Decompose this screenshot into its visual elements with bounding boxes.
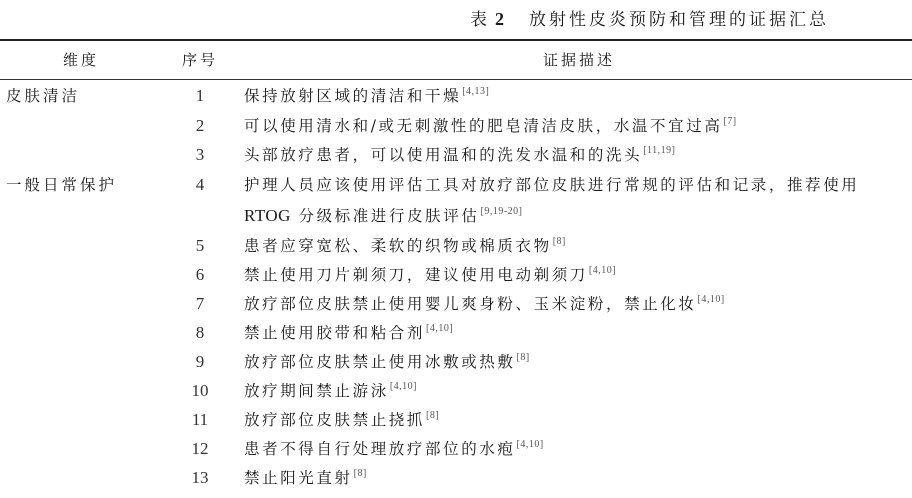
description-cell xyxy=(244,318,453,348)
description-text: 禁止使用胶带和粘合剂 xyxy=(244,324,426,342)
table-row xyxy=(0,140,912,170)
table-row xyxy=(0,376,912,406)
seq-cell: 5 xyxy=(195,236,205,255)
description-cell xyxy=(244,405,439,435)
seq-cell: 12 xyxy=(191,439,209,458)
rtog-term: RTOG xyxy=(244,206,291,225)
citation: [8] xyxy=(552,236,566,247)
description-text: 保持放射区域的清洁和干燥 xyxy=(244,87,462,105)
description-cell xyxy=(244,140,676,170)
citation: [4,10] xyxy=(588,265,617,276)
citation: [8] xyxy=(353,468,367,479)
citation: [4,10] xyxy=(697,294,725,305)
seq-cell: 11 xyxy=(191,410,209,429)
description-text: 放疗部位皮肤禁止使用婴儿爽身粉、玉米淀粉，禁止化妆 xyxy=(244,295,697,313)
seq-cell: 7 xyxy=(195,294,205,313)
citation: [7] xyxy=(723,116,737,127)
description-cell xyxy=(244,434,544,464)
description-text: 放疗期间禁止游泳 xyxy=(244,382,389,400)
citation: [8] xyxy=(516,352,530,363)
description-text: 护理人员应该使用评估工具对放疗部位皮肤进行常规的评估和记录，推荐使用 xyxy=(244,176,860,194)
seq-cell: 4 xyxy=(195,175,205,194)
seq-cell: 6 xyxy=(195,265,205,284)
seq-cell: 13 xyxy=(191,468,209,487)
description-cell xyxy=(244,170,859,200)
description-text: 禁止阳光直射 xyxy=(244,469,353,487)
dimension-cell: 一般日常保护 xyxy=(6,176,118,194)
seq-cell: 2 xyxy=(195,116,205,135)
description-cell xyxy=(244,111,737,141)
table-row xyxy=(0,111,912,141)
seq-cell: 3 xyxy=(195,145,205,164)
description-text: 放疗部位皮肤禁止挠抓 xyxy=(244,411,426,429)
citation: [4,10] xyxy=(389,381,417,392)
table-header-rule xyxy=(0,79,912,80)
table-row xyxy=(0,231,912,261)
description-cell xyxy=(244,347,530,377)
citation: [4,13] xyxy=(462,86,490,97)
table-row xyxy=(0,260,912,290)
seq-cell: 10 xyxy=(191,381,209,400)
table-row xyxy=(0,405,912,435)
citation: [4,10] xyxy=(426,323,454,334)
citation: [11,19] xyxy=(643,145,676,156)
table-row xyxy=(0,347,912,377)
table-caption xyxy=(470,6,829,32)
description-cell xyxy=(244,260,616,290)
citation: [8] xyxy=(426,410,440,421)
table-row xyxy=(0,81,912,111)
description-text: 头部放疗患者，可以使用温和的洗发水温和的洗头 xyxy=(244,146,643,164)
table-row xyxy=(0,463,912,493)
seq-cell: 1 xyxy=(195,86,205,105)
description-cell xyxy=(244,231,566,261)
table-row xyxy=(0,289,912,319)
citation: [9,19-20] xyxy=(480,206,523,217)
description-text: 分级标准进行皮肤评估 xyxy=(290,207,480,225)
table-row xyxy=(0,434,912,464)
dimension-cell: 皮肤清洁 xyxy=(6,87,81,105)
description-text: 放疗部位皮肤禁止使用冰敷或热敷 xyxy=(244,353,516,371)
caption-label: 表 xyxy=(470,10,489,30)
citation: [4,10] xyxy=(516,439,544,450)
table-top-rule xyxy=(0,39,912,41)
description-text: 患者不得自行处理放疗部位的水疱 xyxy=(244,440,516,458)
table-row-continuation xyxy=(0,201,912,231)
description-cell xyxy=(244,463,367,493)
description-cell xyxy=(244,81,489,111)
seq-cell: 8 xyxy=(195,323,205,342)
description-text: 患者应穿宽松、柔软的织物或棉质衣物 xyxy=(244,237,552,255)
description-text: 禁止使用刀片剃须刀，建议使用电动剃须刀 xyxy=(244,266,588,284)
table-row xyxy=(0,170,912,200)
header-dimension: 维度 xyxy=(63,51,100,69)
seq-cell: 9 xyxy=(195,352,205,371)
header-description: 证据描述 xyxy=(543,51,616,69)
description-cell xyxy=(244,376,417,406)
caption-title: 放射性皮炎预防和管理的证据汇总 xyxy=(529,10,829,30)
caption-number: 2 xyxy=(495,9,507,29)
description-text: 可以使用清水和/或无刺激性的肥皂清洁皮肤，水温不宜过高 xyxy=(244,117,723,135)
description-cell-continuation xyxy=(244,201,522,231)
description-cell xyxy=(244,289,725,319)
table-row xyxy=(0,318,912,348)
header-seq: 序号 xyxy=(182,51,219,69)
